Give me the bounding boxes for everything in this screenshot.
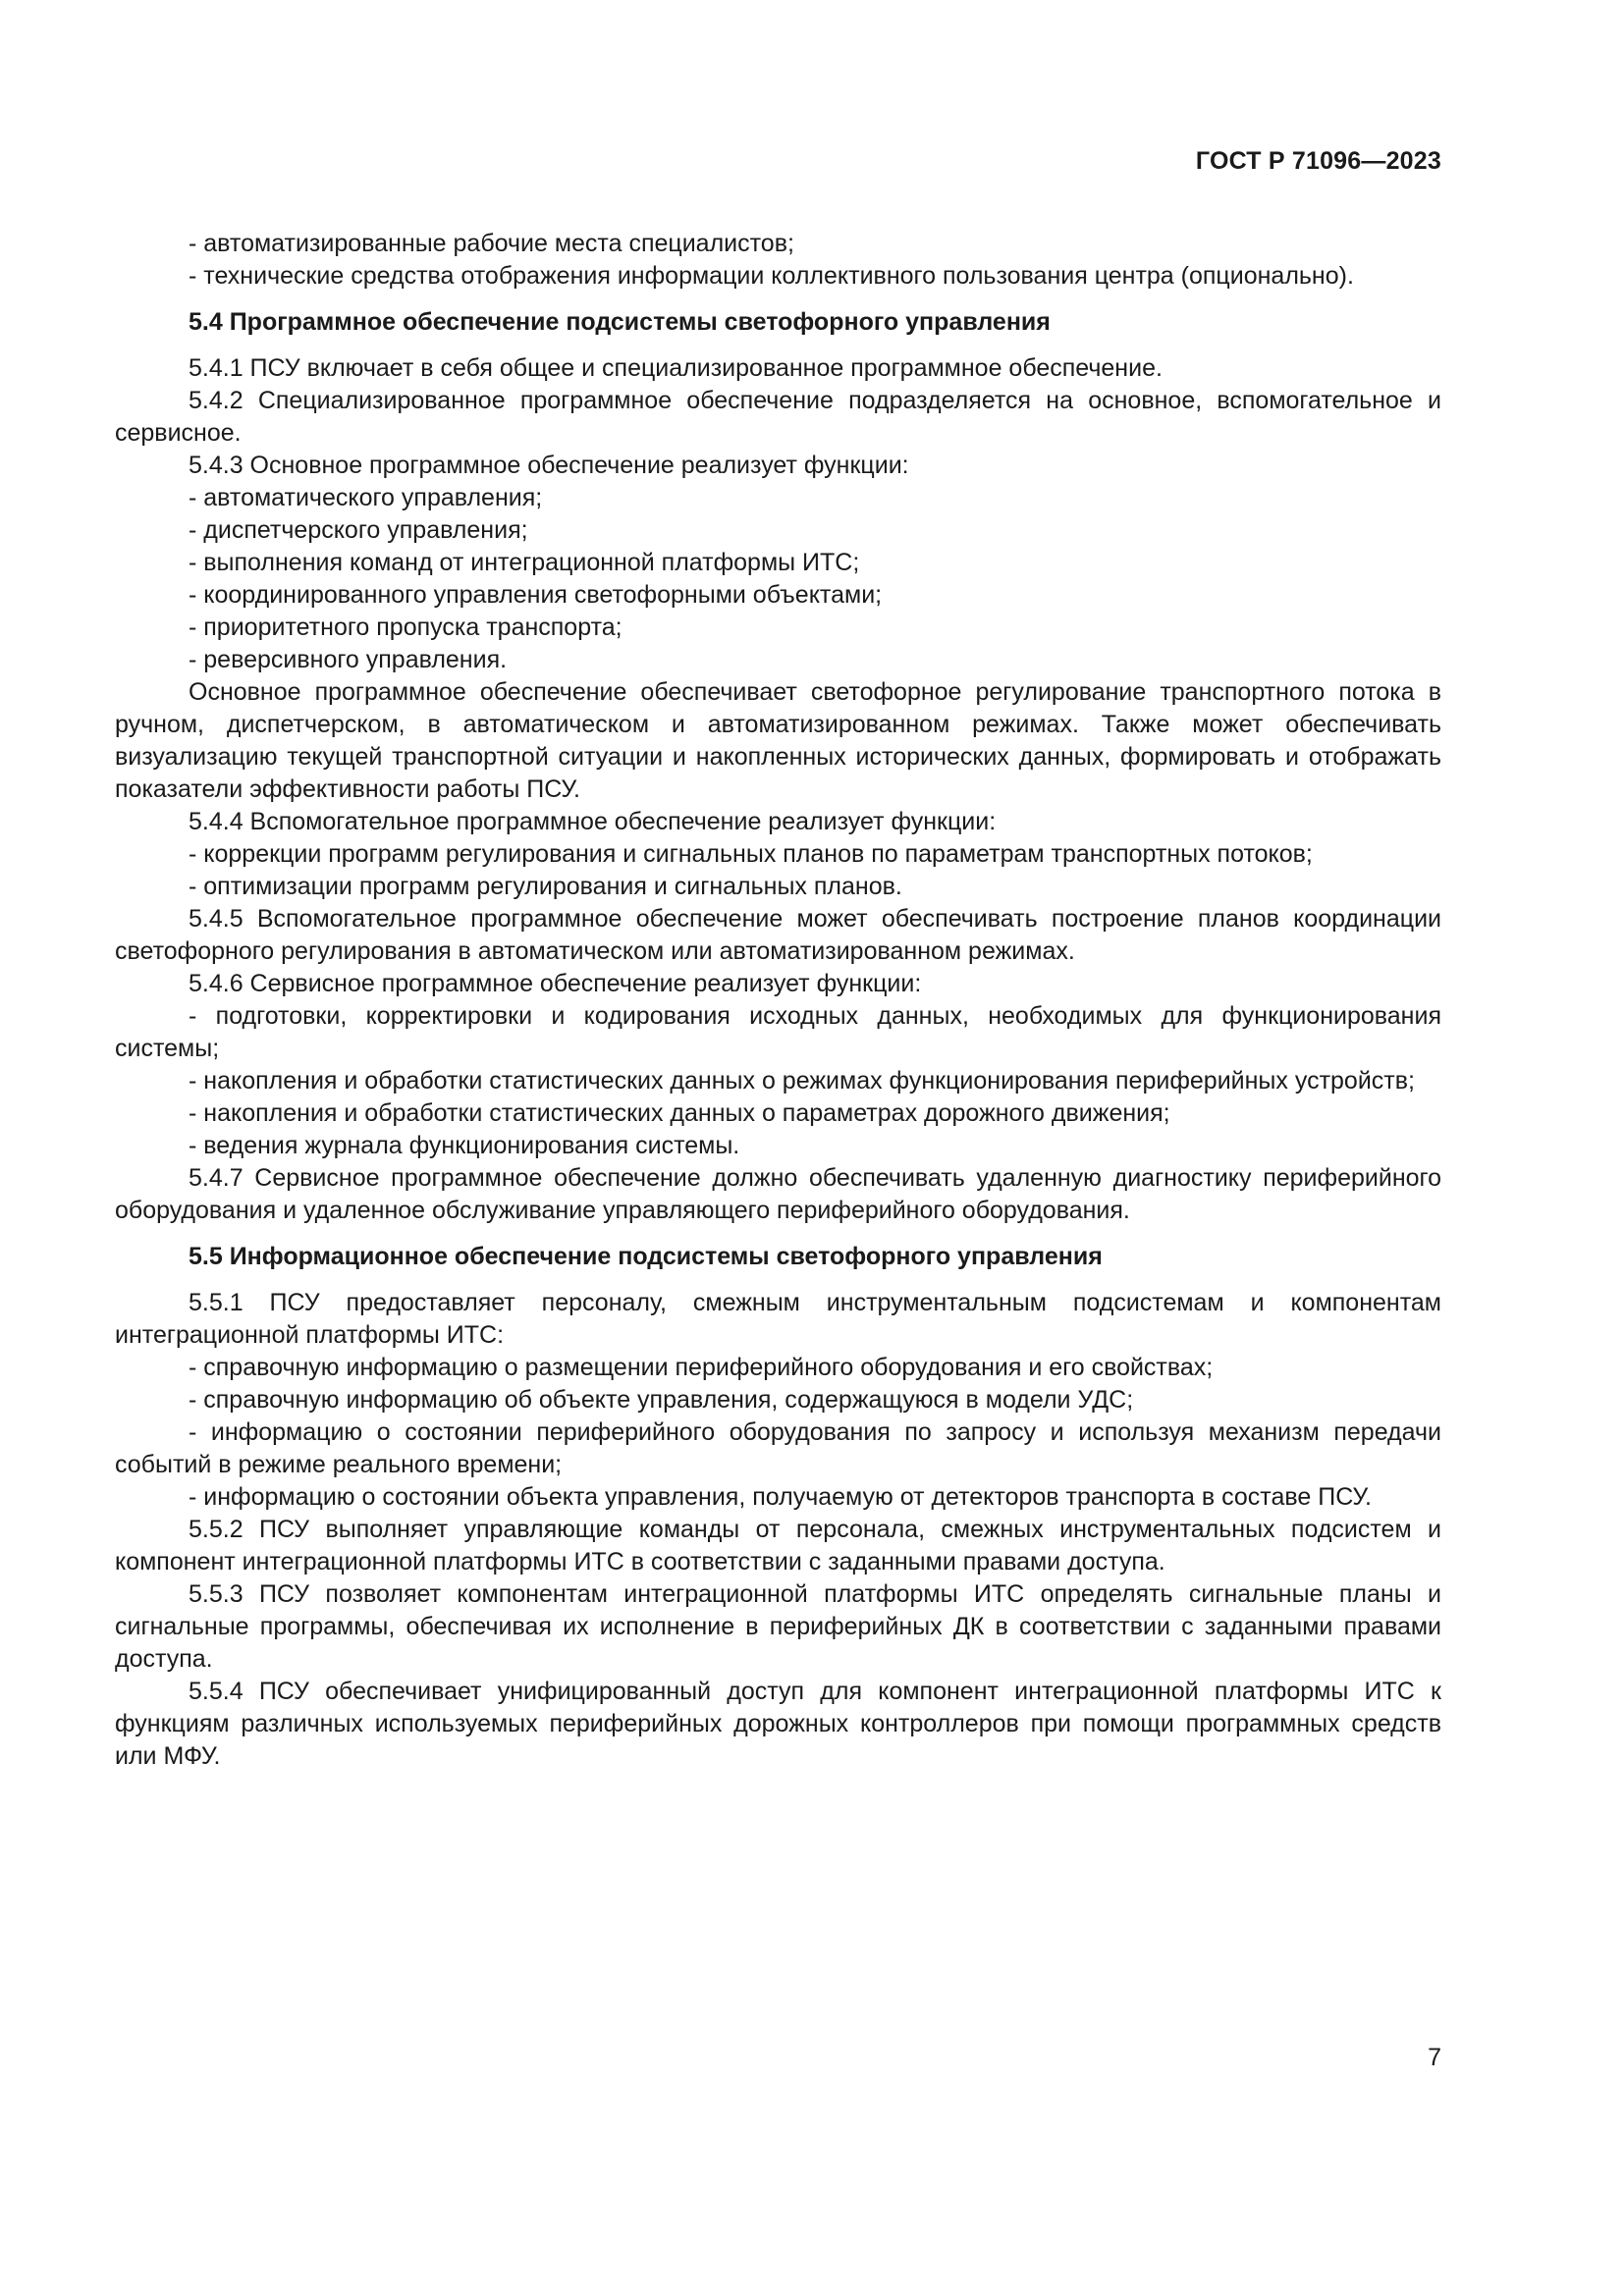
list-item: - технические средства отображения информации коллективного пользования центра (опционально). — [189, 262, 1354, 290]
list-item: - реверсивного управления. — [189, 646, 508, 673]
list-item: - справочную информацию о размещении периферийного оборудования и его свойствах; — [189, 1354, 1214, 1381]
paragraph-5-4-6: 5.4.6 Сервисное программное обеспечение реализует функции: — [189, 970, 922, 997]
page-body — [115, 228, 1441, 1773]
list-item: - оптимизации программ регулирования и сигнальных планов. — [189, 873, 902, 900]
list-item: - приоритетного пропуска транспорта; — [189, 614, 623, 641]
paragraph-5-5-4: 5.5.4 ПСУ обеспечивает унифицированный доступ для компонент интеграционной платформы ИТС к функциям различных используемых периферийных дорожных контроллеров при помощи программных средств или МФУ. — [115, 1678, 1441, 1770]
paragraph-5-4-1: 5.4.1 ПСУ включает в себя общее и специализированное программное обеспечение. — [189, 354, 1163, 382]
list-item: - координированного управления светофорными объектами; — [189, 581, 883, 609]
paragraph-5-4-7: 5.4.7 Сервисное программное обеспечение должно обеспечивать удаленную диагностику периферийного оборудования и удаленное обслуживание управляющего периферийного оборудования. — [115, 1164, 1441, 1224]
paragraph-5-4-5: 5.4.5 Вспомогательное программное обеспечение может обеспечивать построение планов координации светофорного регулирования в автоматическом или автоматизированном режимах. — [115, 905, 1441, 965]
list-item: - информацию о состоянии периферийного оборудования по запросу и используя механизм передачи событий в режиме реального времени; — [115, 1418, 1441, 1478]
list-item: - коррекции программ регулирования и сигнальных планов по параметрам транспортных потоков; — [189, 840, 1313, 868]
section-heading-5-5: 5.5 Информационное обеспечение подсистемы светофорного управления — [189, 1243, 1103, 1270]
list-item: - накопления и обработки статистических данных о режимах функционирования периферийных устройств; — [189, 1067, 1415, 1095]
list-item: - накопления и обработки статистических данных о параметрах дорожного движения; — [189, 1099, 1170, 1127]
paragraph-5-5-3: 5.5.3 ПСУ позволяет компонентам интеграционной платформы ИТС определять сигнальные планы и сигнальные программы, обеспечивая их исполнение в периферийных ДК в соответствии с заданными правами доступа. — [115, 1580, 1441, 1673]
list-item: - диспетчерского управления; — [189, 516, 528, 544]
document-id-header: ГОСТ Р 71096—2023 — [1195, 147, 1441, 175]
list-item: - автоматизированные рабочие места специалистов; — [189, 230, 794, 257]
paragraph: Основное программное обеспечение обеспечивает светофорное регулирование транспортного потока в ручном, диспетчерском, в автоматическом и автоматизированном режимах. Также может обеспечивать визуализацию текущей транспортной ситуации и накопленных исторических данных, формировать и отображать показатели эффективности работы ПСУ. — [115, 678, 1441, 803]
page-number: 7 — [1428, 2044, 1441, 2071]
paragraph-5-5-2: 5.5.2 ПСУ выполняет управляющие команды от персонала, смежных инструментальных подсистем и компонент интеграционной платформы ИТС в соответствии с заданными правами доступа. — [115, 1516, 1441, 1575]
list-item: - подготовки, корректировки и кодирования исходных данных, необходимых для функционирования системы; — [115, 1002, 1441, 1062]
list-item: - автоматического управления; — [189, 484, 543, 511]
list-item: - справочную информацию об объекте управления, содержащуюся в модели УДС; — [189, 1386, 1134, 1414]
list-item: - выполнения команд от интеграционной платформы ИТС; — [189, 549, 860, 576]
list-item: - информацию о состоянии объекта управления, получаемую от детекторов транспорта в составе ПСУ. — [189, 1483, 1372, 1511]
paragraph-5-4-3: 5.4.3 Основное программное обеспечение реализует функции: — [189, 452, 909, 479]
paragraph-5-4-4: 5.4.4 Вспомогательное программное обеспечение реализует функции: — [189, 808, 997, 835]
paragraph-5-4-2: 5.4.2 Специализированное программное обеспечение подразделяется на основное, вспомогательное и сервисное. — [115, 387, 1441, 447]
section-heading-5-4: 5.4 Программное обеспечение подсистемы светофорного управления — [189, 308, 1051, 336]
paragraph-5-5-1: 5.5.1 ПСУ предоставляет персоналу, смежным инструментальным подсистемам и компонентам интеграционной платформы ИТС: — [115, 1289, 1441, 1349]
list-item: - ведения журнала функционирования системы. — [189, 1132, 740, 1159]
